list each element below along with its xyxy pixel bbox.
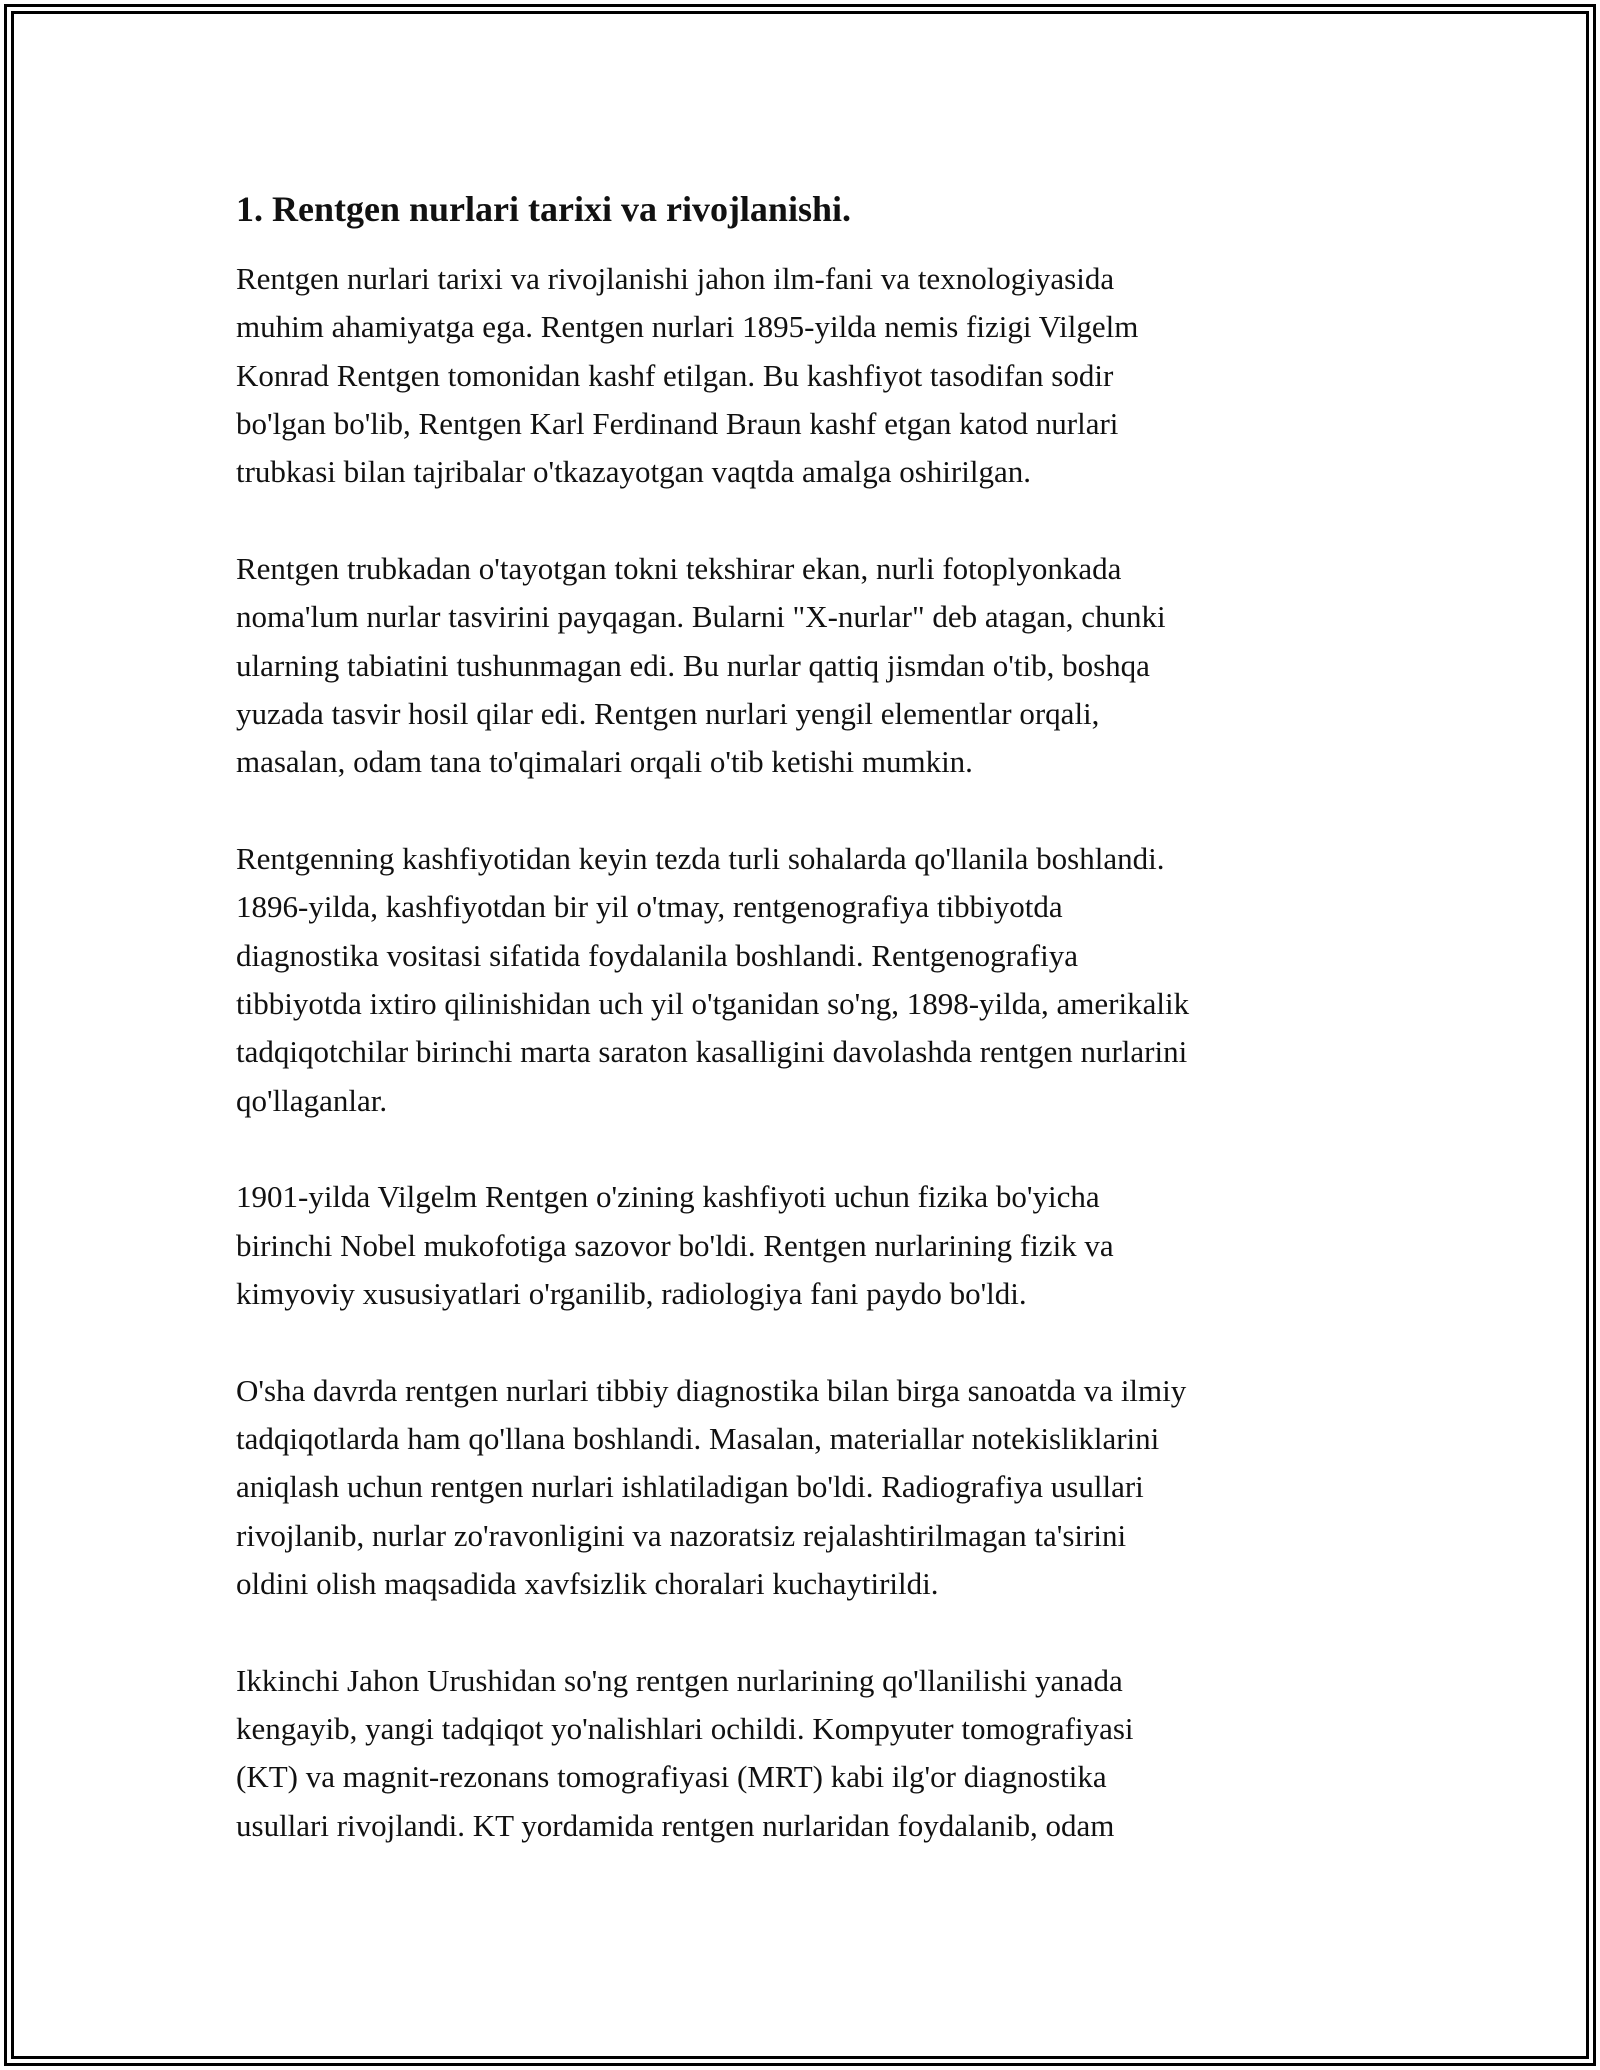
text-line: (KT) va magnit-rezonans tomografiyasi (MRT) kabi ilg'or diagnostika	[236, 1759, 1107, 1795]
paragraph	[236, 1173, 1386, 1318]
text-line: ularning tabiatini tushunmagan edi. Bu nurlar qattiq jismdan o'tib, boshqa	[236, 647, 1150, 683]
text-line: O'sha davrda rentgen nurlari tibbiy diagnostika bilan birga sanoatda va ilmiy	[236, 1372, 1187, 1408]
text-line: Rentgen nurlari tarixi va rivojlanishi jahon ilm-fani va texnologiyasida	[236, 260, 1115, 296]
section-heading: 1. Rentgen nurlari tarixi va rivojlanishi.	[236, 189, 851, 229]
text-line: tadqiqotchilar birinchi marta saraton kasalligini davolashda rentgen nurlarini	[236, 1034, 1188, 1070]
text-line: noma'lum nurlar tasvirini payqagan. Bularni "X-nurlar" deb atagan, chunki	[236, 599, 1166, 635]
text-line: yuzada tasvir hosil qilar edi. Rentgen nurlari yengil elementlar orqali,	[236, 696, 1100, 732]
paragraph	[236, 835, 1386, 1125]
text-line: aniqlash uchun rentgen nurlari ishlatiladigan bo'ldi. Radiografiya usullari	[236, 1469, 1144, 1505]
text-line: qo'llaganlar.	[236, 1082, 388, 1118]
paragraph	[236, 255, 1386, 497]
text-line: rivojlanib, nurlar zo'ravonligini va nazoratsiz rejalashtirilmagan ta'sirini	[236, 1517, 1127, 1553]
text-line: birinchi Nobel mukofotiga sazovor bo'ldi. Rentgen nurlarining fizik va	[236, 1227, 1114, 1263]
text-line: 1896-yilda, kashfiyotdan bir yil o'tmay, rentgenografiya tibbiyotda	[236, 889, 1063, 925]
text-line: kimyoviy xususiyatlari o'rganilib, radiologiya fani paydo bo'ldi.	[236, 1276, 1027, 1312]
text-line: masalan, odam tana to'qimalari orqali o'tib ketishi mumkin.	[236, 744, 973, 780]
paragraph	[236, 1367, 1386, 1609]
paragraph-list	[236, 255, 1386, 1850]
document-body	[236, 186, 1386, 1898]
text-line: muhim ahamiyatga ega. Rentgen nurlari 1895-yilda nemis fizigi Vilgelm	[236, 309, 1139, 345]
text-line: usullari rivojlandi. KT yordamida rentgen nurlaridan foydalanib, odam	[236, 1807, 1115, 1843]
text-line: tadqiqotlarda ham qo'llana boshlandi. Masalan, materiallar notekisliklarini	[236, 1420, 1160, 1456]
text-line: 1901-yilda Vilgelm Rentgen o'zining kashfiyoti uchun fizika bo'yicha	[236, 1179, 1100, 1215]
text-line: Rentgen trubkadan o'tayotgan tokni tekshirar ekan, nurli fotoplyonkada	[236, 550, 1122, 586]
text-line: kengayib, yangi tadqiqot yo'nalishlari ochildi. Kompyuter tomografiyasi	[236, 1710, 1134, 1746]
text-line: bo'lgan bo'lib, Rentgen Karl Ferdinand Braun kashf etgan katod nurlari	[236, 406, 1119, 442]
paragraph	[236, 545, 1386, 787]
text-line: diagnostika vositasi sifatida foydalanila boshlandi. Rentgenografiya	[236, 937, 1078, 973]
text-line: Konrad Rentgen tomonidan kashf etilgan. Bu kashfiyot tasodifan sodir	[236, 357, 1114, 393]
text-line: trubkasi bilan tajribalar o'tkazayotgan vaqtda amalga oshirilgan.	[236, 454, 1031, 490]
paragraph	[236, 1657, 1386, 1851]
text-line: Ikkinchi Jahon Urushidan so'ng rentgen nurlarining qo'llanilishi yanada	[236, 1662, 1123, 1698]
text-line: tibbiyotda ixtiro qilinishidan uch yil o'tganidan so'ng, 1898-yilda, amerikalik	[236, 986, 1190, 1022]
text-line: oldini olish maqsadida xavfsizlik choralari kuchaytirildi.	[236, 1566, 939, 1602]
text-line: Rentgenning kashfiyotidan keyin tezda turli sohalarda qo'llanila boshlandi.	[236, 840, 1165, 876]
